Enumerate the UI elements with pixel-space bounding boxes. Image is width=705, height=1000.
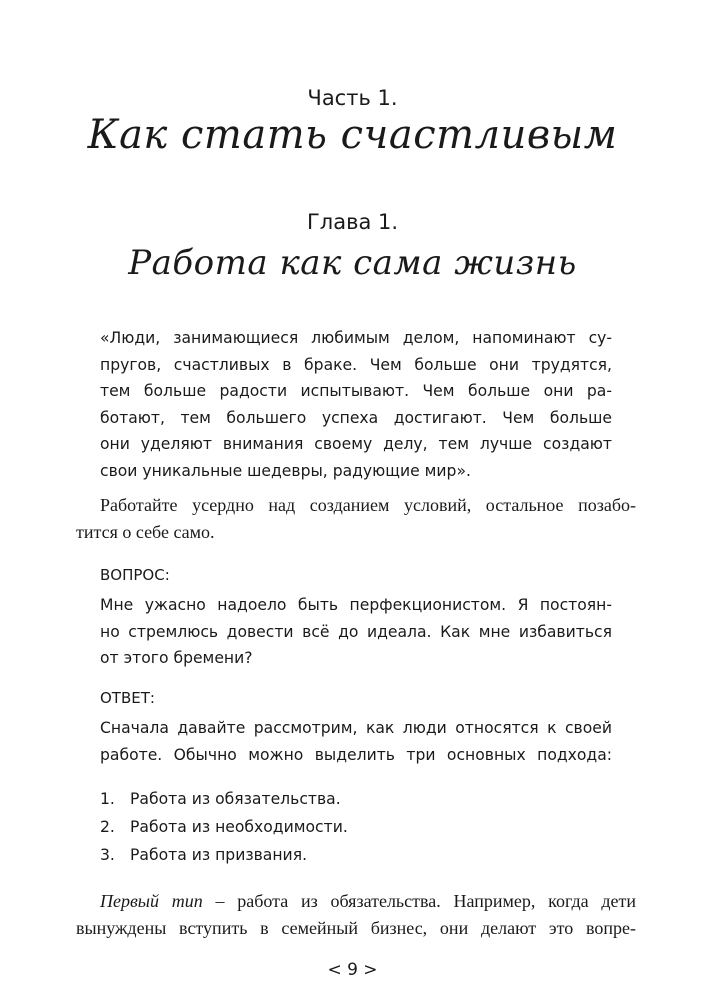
list-item xyxy=(100,813,348,841)
paragraph-line xyxy=(76,888,636,915)
quote-line: они уделяют внимания своему делу, тем лучше создают xyxy=(100,435,612,453)
question-line: но стремлюсь довести всё до идеала. Как мне избавиться xyxy=(100,622,612,641)
question-line: от этого бремени? xyxy=(100,649,253,667)
chapter-title: Работа как сама жизнь xyxy=(128,243,577,283)
chapter-label: Глава 1. xyxy=(306,210,399,234)
list-item-text: Работа из необходимости. xyxy=(130,818,348,836)
answer-line: Сначала давайте рассмотрим, как люди относятся к своей xyxy=(100,719,612,737)
answer-text xyxy=(100,715,612,768)
list-item-number: 1. xyxy=(100,790,115,808)
quote-line: свои уникальные шедевры, радующие мир». xyxy=(100,461,471,480)
paragraph-line: Работайте усердно над созданием условий, остальное позабо- xyxy=(100,495,636,515)
paragraph-line: тится о себе само. xyxy=(76,522,215,542)
question-line: Мне ужасно надоело быть перфекционистом. Я постоян- xyxy=(100,596,612,614)
list-item xyxy=(100,785,348,813)
epigraph-quote xyxy=(100,325,612,484)
list-item-number: 3. xyxy=(100,846,115,864)
numbered-list xyxy=(100,785,348,869)
quote-line: пругов, счастливых в браке. Чем больше они трудятся, xyxy=(100,355,612,374)
page-number: < 9 > xyxy=(327,960,378,980)
quote-line: «Люди, занимающиеся любимым делом, напоминают су- xyxy=(100,329,612,347)
question-label: ВОПРОС: xyxy=(100,566,170,584)
paragraph-line: вынуждены вступить в семейный бизнес, они делают это вопре- xyxy=(76,918,636,938)
question-text xyxy=(100,592,612,672)
part-label: Часть 1. xyxy=(307,86,398,110)
paragraph-first-type xyxy=(76,888,636,942)
list-item xyxy=(100,841,348,869)
list-item-number: 2. xyxy=(100,818,115,836)
answer-line: работе. Обычно можно выделить три основных подхода: xyxy=(100,745,612,764)
quote-line: тем больше радости испытывают. Чем больше они ра- xyxy=(100,382,612,400)
list-item-text: Работа из призвания. xyxy=(130,846,308,864)
italic-term: Первый тип xyxy=(100,891,203,911)
part-title: Как стать счастливым xyxy=(87,112,618,158)
paragraph-intro xyxy=(76,492,636,546)
quote-line: ботают, тем большего успеха достигают. Чем больше xyxy=(100,408,612,427)
paragraph-text: – работа из обязательства. Например, когда дети xyxy=(202,891,636,911)
answer-label: ОТВЕТ: xyxy=(100,689,155,707)
list-item-text: Работа из обязательства. xyxy=(130,790,341,808)
